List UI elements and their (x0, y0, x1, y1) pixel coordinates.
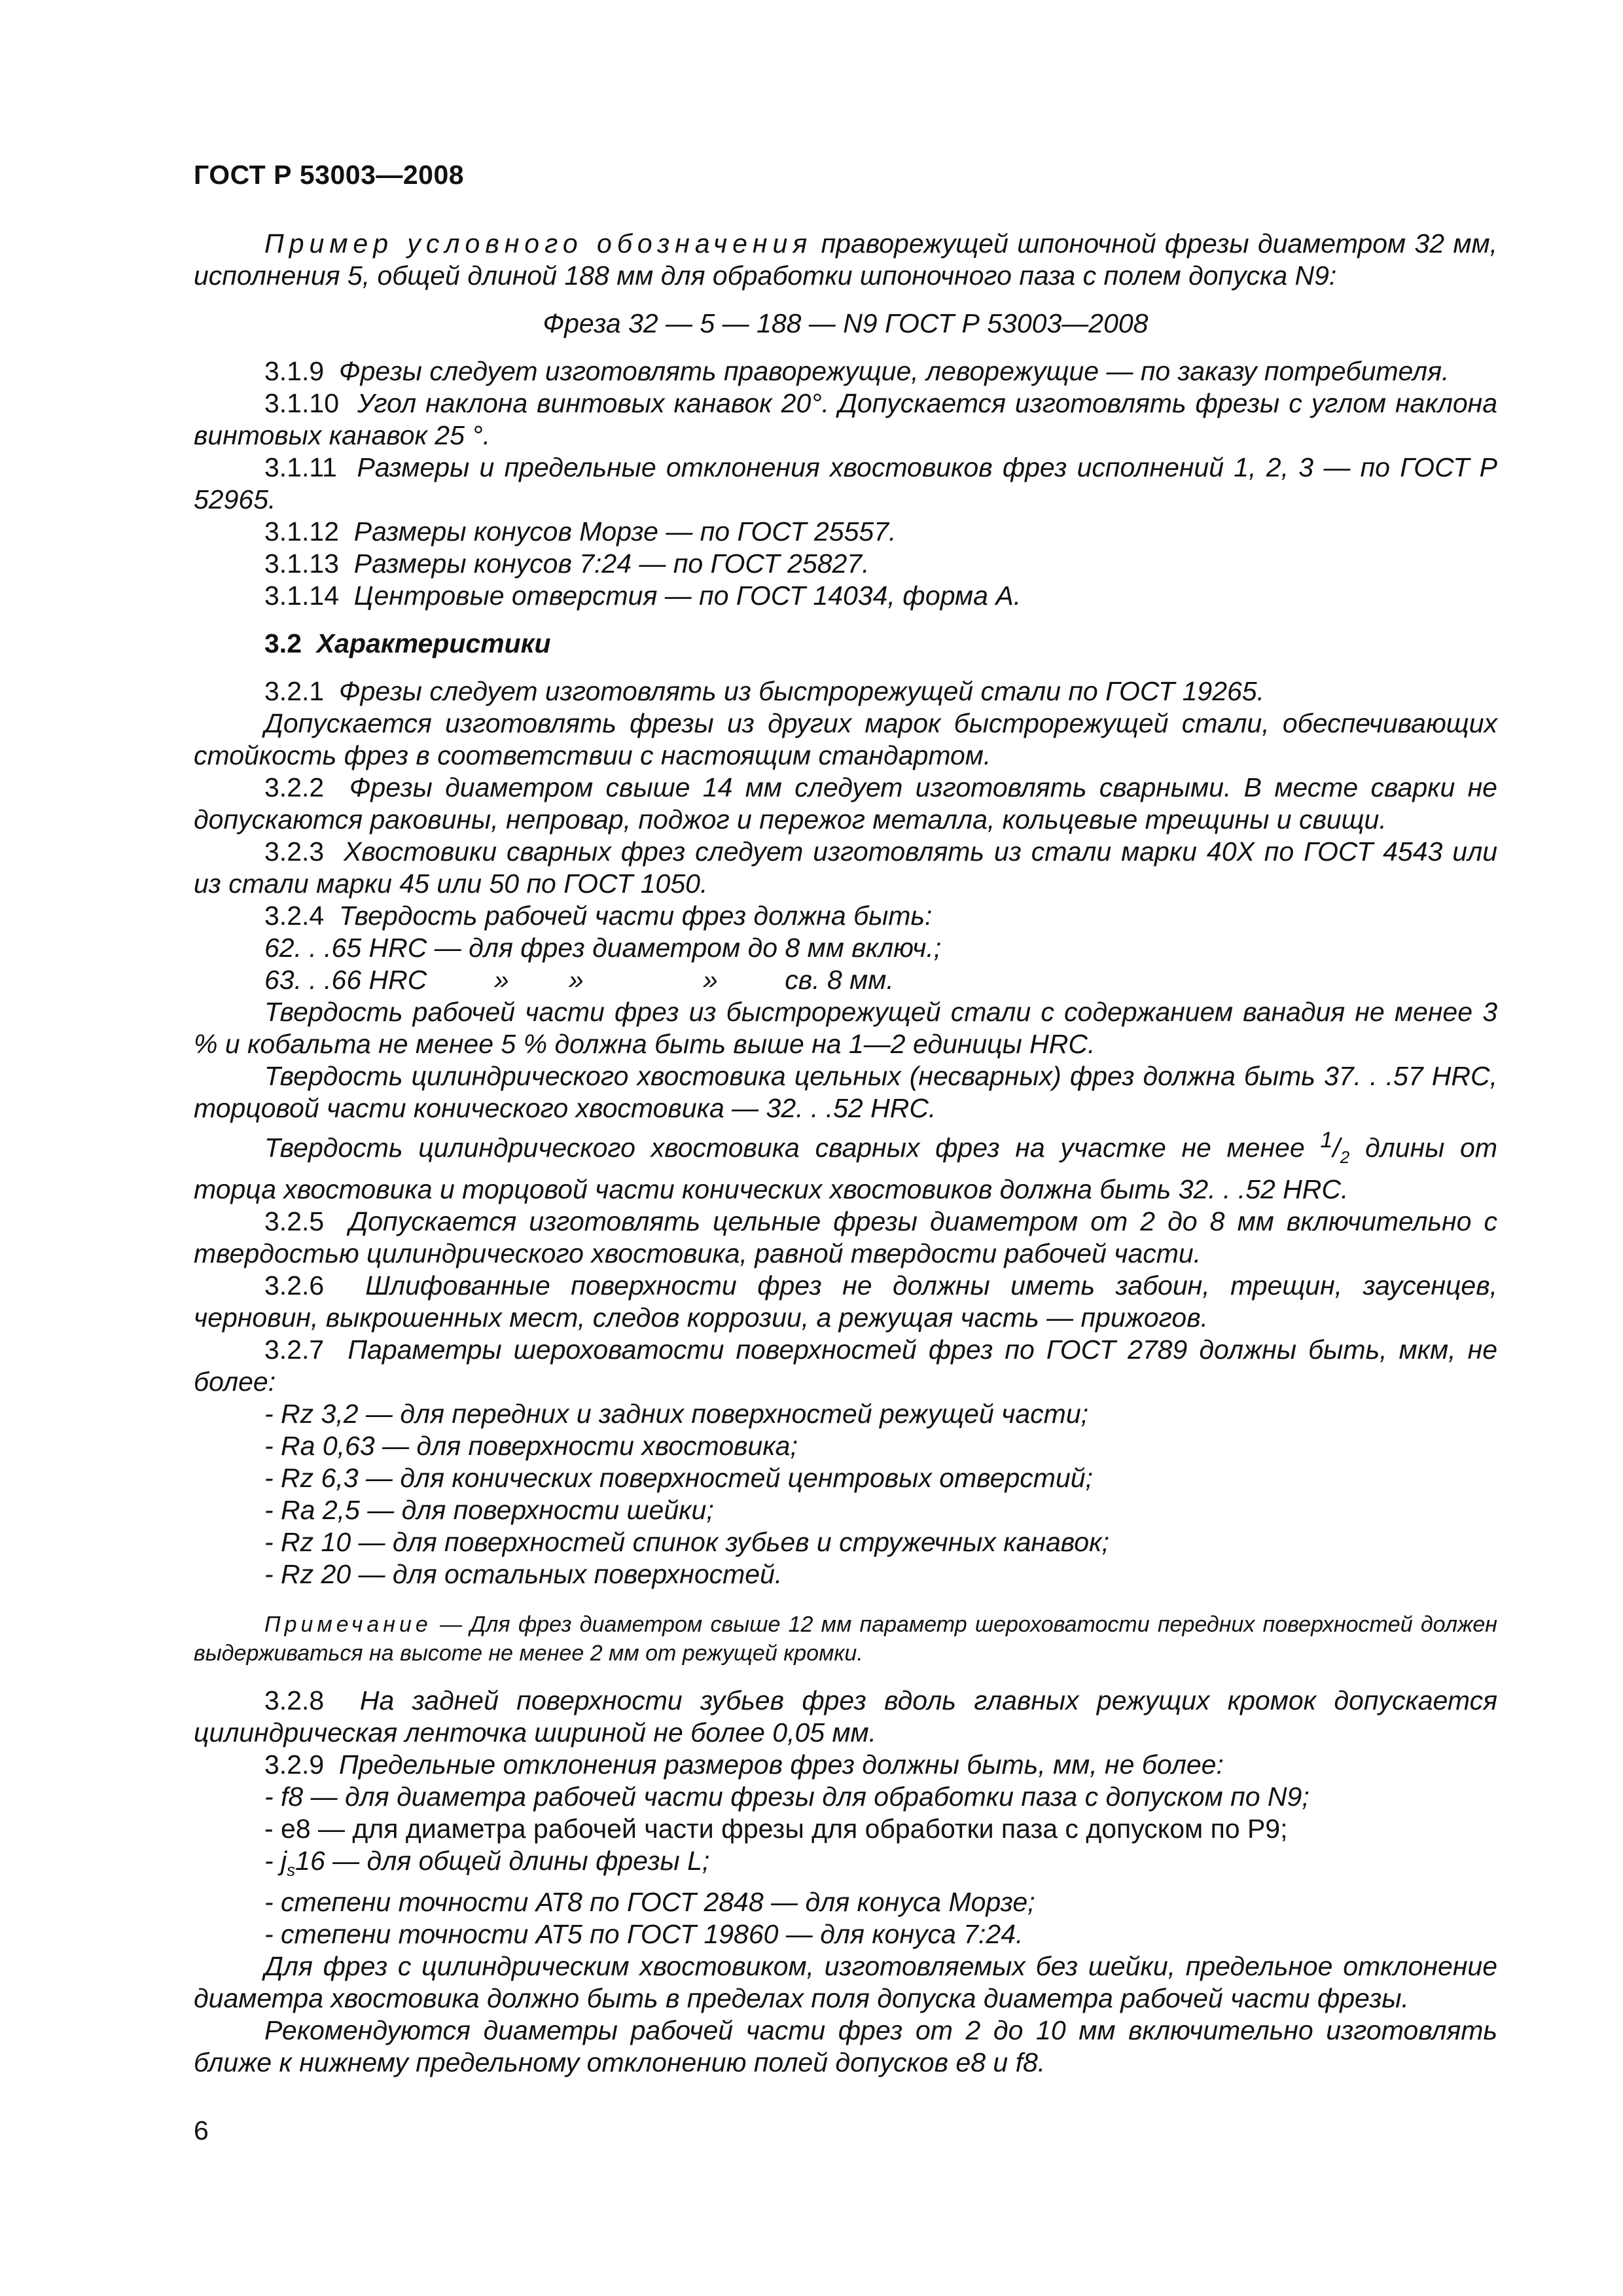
designation-formula: Фреза 32 — 5 — 188 — N9 ГОСТ Р 53003—2008 (543, 308, 1149, 338)
hardness-row-1: 62. . .65 HRC — для фрез диаметром до 8 мм включ.; (264, 933, 942, 963)
fraction-numerator: 1 (1320, 1128, 1333, 1153)
example-label: Пример условного обозначения (264, 228, 813, 259)
fraction-denominator: 2 (1340, 1147, 1350, 1167)
hardness-welded-paragraph: Твердость цилиндрического хвостовика сварных фрез на участке не менее $^1/_2$ длины от торца хвостовика и торцовой части конических хвостовиков должна быть 32. . .52 HRC. (194, 1128, 1497, 1204)
clause-3-2-5: 3.2.5 Допускается изготовлять цельные фрезы диаметром от 2 до 8 мм включительно с твердостью цилиндрического хвостовика, равной твердости рабочей части. (194, 1206, 1497, 1268)
clause-3-2-3: 3.2.3 Хвостовики сварных фрез следует изготовлять из стали марки 40Х по ГОСТ 4543 или из стали марки 45 или 50 по ГОСТ 1050. (194, 836, 1497, 899)
document-body (194, 228, 1497, 2079)
list-item: - Ra 0,63 — для поверхности хвостовика; (264, 1430, 798, 1461)
clause-3-2-1: 3.2.1 Фрезы следует изготовлять из быстрорежущей стали по ГОСТ 19265. (264, 676, 1264, 706)
cylindrical-shank-paragraph: Для фрез с цилиндрическим хвостовиком, изготовляемых без шейки, предельное отклонение диаметра хвостовика должно быть в пределах поля допуска диаметра рабочей части фрезы. (194, 1951, 1497, 2014)
clause-3-1-14: 3.1.14 Центровые отверстия — по ГОСТ 14034, форма А. (264, 581, 1022, 611)
clause-3-1-9: 3.1.9 Фрезы следует изготовлять праворежущие, леворежущие — по заказу потребителя. (264, 356, 1450, 386)
clause-3-2-2: 3.2.2 Фрезы диаметром свыше 14 мм следует изготовлять сварными. В месте сварки не допускаются раковины, непровар, поджог и пережог металла, кольцевые трещины и свищи. (194, 772, 1497, 834)
list-item: - $j_s16$ — для общей длины фрезы L; (264, 1845, 710, 1880)
list-item: - Rz 20 — для остальных поверхностей. (264, 1558, 783, 1589)
clause-3-1-12: 3.1.12 Размеры конусов Морзе — по ГОСТ 25557. (264, 516, 897, 547)
clause-3-1-13: 3.1.13 Размеры конусов 7:24 — по ГОСТ 25827. (264, 548, 870, 579)
note (194, 1610, 1497, 1668)
list-item: - f8 — для диаметра рабочей части фрезы для обработки паза с допуском по N9; (264, 1781, 1310, 1812)
list-item: - е8 — для диаметра рабочей части фрезы для обработки паза с допуском по Р9; (264, 1813, 1288, 1844)
note-label: Примечание (264, 1611, 432, 1637)
clause-3-2-9: 3.2.9 Предельные отклонения размеров фрез должны быть, мм, не более: (264, 1749, 1224, 1780)
note-text: — Для фрез диаметром свыше 12 мм параметр шероховатости передних поверхностей должен выдерживаться на высоте не менее 2 мм от режущей кромки. (194, 1611, 1497, 1666)
clause-3-2-7: 3.2.7 Параметры шероховатости поверхностей фрез по ГОСТ 2789 должны быть, мкм, не более: (194, 1334, 1497, 1397)
clause-3-2-1-paragraph: Допускается изготовлять фрезы из других марок быстрорежущей стали, обеспечивающих стойкость фрез в соответствии с настоящим стандартом. (194, 708, 1497, 770)
clause-3-2-6: 3.2.6 Шлифованные поверхности фрез не должны иметь забоин, трещин, заусенцев, черновин, выкрошенных мест, следов коррозии, а режущая часть — прижогов. (194, 1270, 1497, 1333)
clause-3-1-11: 3.1.11 Размеры и предельные отклонения хвостовиков фрез исполнений 1, 2, 3 — по ГОСТ Р 52965. (194, 452, 1497, 514)
list-item: - Rz 6,3 — для конических поверхностей центровых отверстий; (264, 1462, 1093, 1493)
designation-example (194, 228, 1497, 292)
list-item: - Rz 3,2 — для передних и задних поверхностей режущей части; (264, 1398, 1089, 1429)
list-item: - Rz 10 — для поверхностей спинок зубьев и стружечных канавок; (264, 1526, 1109, 1557)
hardness-vanadium-paragraph: Твердость рабочей части фрез из быстрорежущей стали с содержанием ванадия не менее 3 % и кобальта не менее 5 % должна быть выше на 1—2 единицы HRC. (194, 997, 1497, 1059)
clause-3-2-8: 3.2.8 На задней поверхности зубьев фрез вдоль главных режущих кромок допускается цилиндрическая ленточка шириной не более 0,05 мм. (194, 1685, 1497, 1748)
example-text: праворежущей шпоночной фрезы диаметром 32 мм, исполнения 5, общей длиной 188 мм для обработки шпоночного паза с полем допуска N9: (194, 228, 1497, 291)
list-item: - степени точности АТ5 по ГОСТ 19860 — для конуса 7:24. (264, 1919, 1024, 1950)
hardness-row-2: 63. . .66 HRC » » » св. 8 мм. (264, 965, 894, 995)
page-number: 6 (194, 2115, 209, 2145)
clause-3-1-10: 3.1.10 Угол наклона винтовых канавок 20°. Допускается изготовлять фрезы с углом наклона винтовых канавок 25 °. (194, 388, 1497, 450)
section-heading-3-2: 3.2 Характеристики (264, 628, 551, 658)
recommendation-paragraph: Рекомендуются диаметры рабочей части фрез от 2 до 10 мм включительно изготовлять ближе к нижнему предельному отклонению полей допусков е8 и f8. (194, 2015, 1497, 2078)
clause-3-2-4: 3.2.4 Твердость рабочей части фрез должна быть: (264, 901, 933, 931)
list-item: - степени точности АТ8 по ГОСТ 2848 — для конуса Морзе; (264, 1887, 1035, 1918)
document-header: ГОСТ Р 53003—2008 (194, 160, 465, 190)
list-item: - Ra 2,5 — для поверхности шейки; (264, 1494, 714, 1525)
hardness-shank-paragraph: Твердость цилиндрического хвостовика цельных (несварных) фрез должна быть 37. . .57 HRC, торцовой части конического хвостовика — 32. . .52 HRC. (194, 1061, 1497, 1123)
